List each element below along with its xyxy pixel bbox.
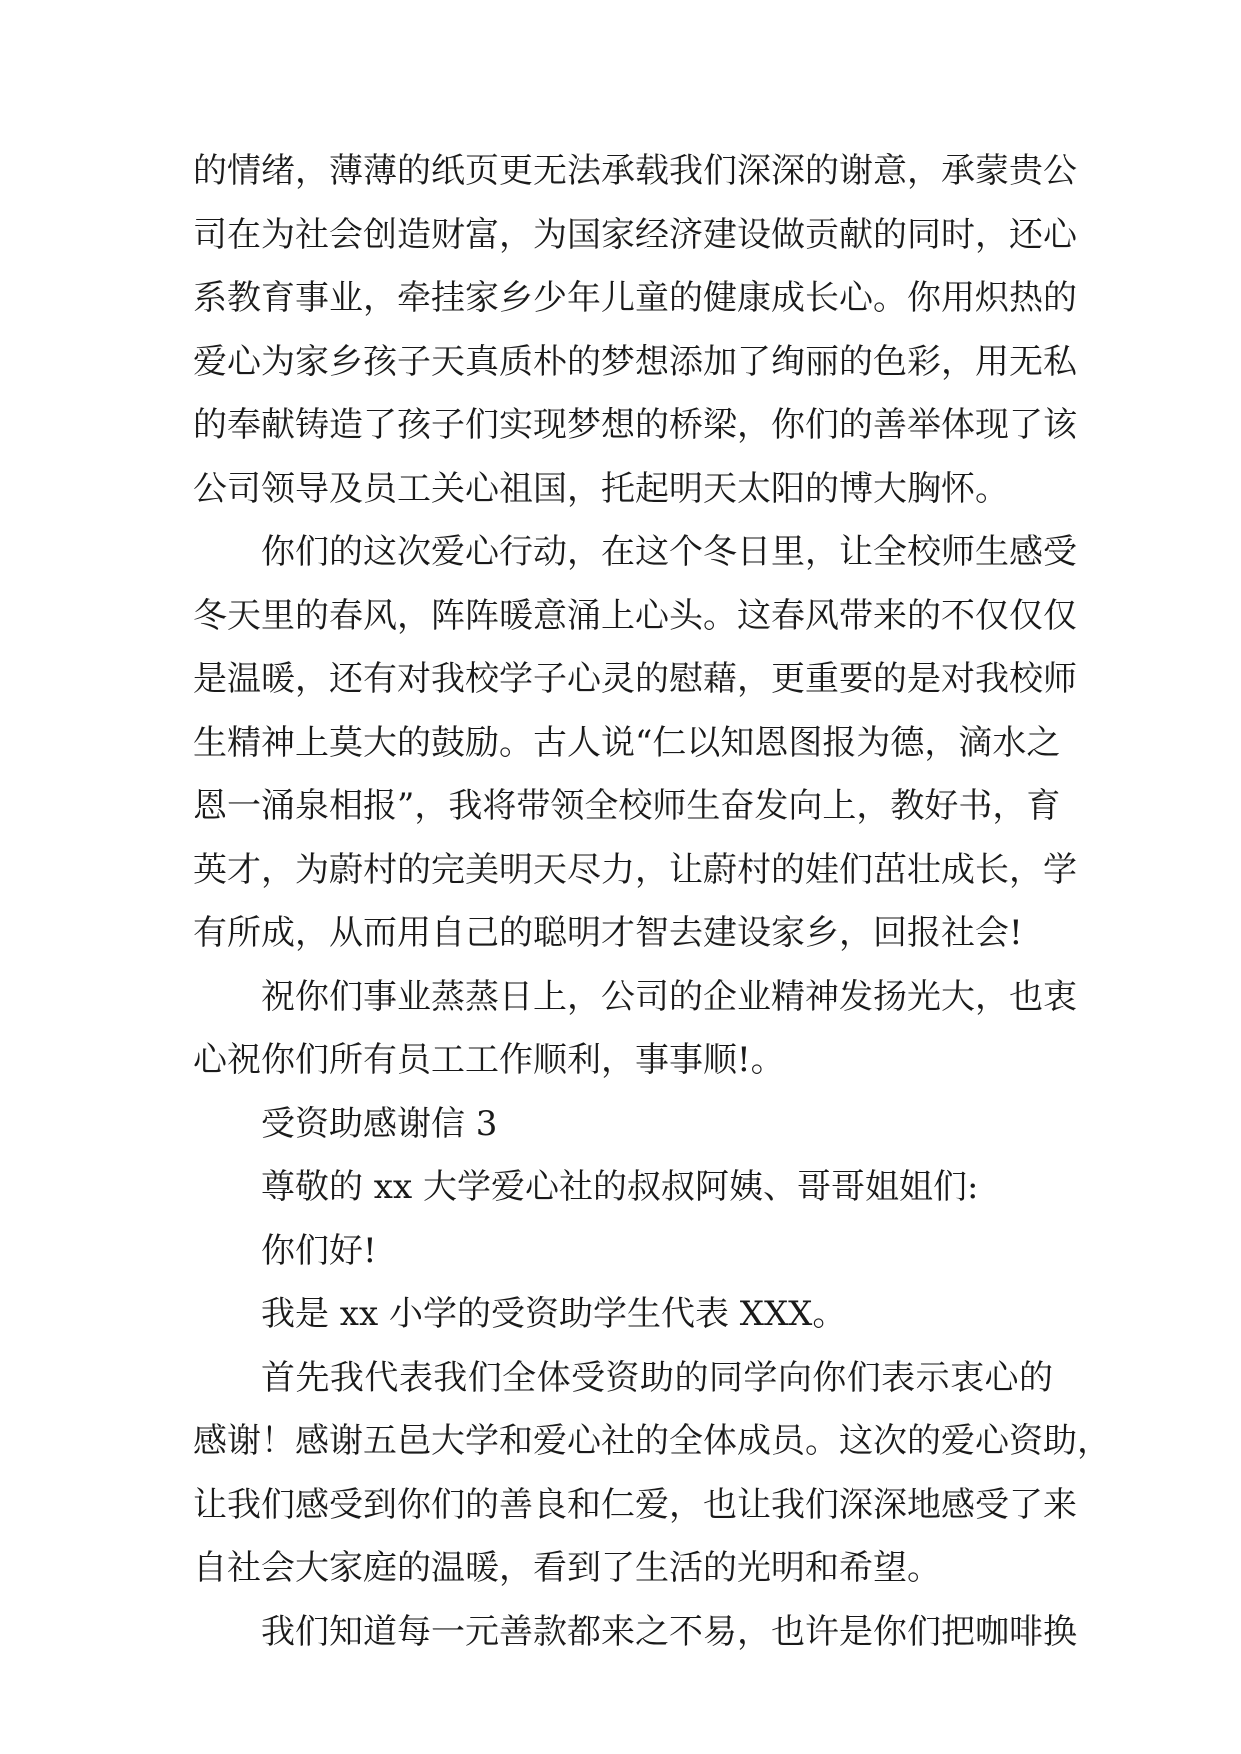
text-line: 让我们感受到你们的善良和仁爱，也让我们深深地感受了来 (193, 1484, 1077, 1525)
text-line: 有所成，从而用自己的聪明才智去建设家乡，回报社会! (193, 913, 1023, 953)
paragraph (193, 521, 1077, 966)
text-line: 感谢！感谢五邑大学和爱心社的全体成员。这次的爱心资助， (193, 1421, 1111, 1461)
paragraph (193, 1220, 1053, 1284)
paragraph (193, 140, 1077, 521)
text-line: 受资助感谢信 3 (261, 1103, 498, 1144)
text-line: 你们好! (261, 1230, 377, 1271)
text-line: 公司领导及员工关心祖国，托起明天太阳的博大胸怀。 (193, 468, 1009, 509)
text-line: 自社会大家庭的温暖，看到了生活的光明和希望。 (193, 1548, 941, 1588)
text-line: 的奉献铸造了孩子们实现梦想的桥梁，你们的善举体现了该 (193, 405, 1077, 445)
text-line: 的情绪，薄薄的纸页更无法承载我们深深的谢意，承蒙贵公 (193, 151, 1077, 191)
paragraph (193, 966, 1077, 1093)
text-line: 冬天里的春风，阵阵暖意涌上心头。这春风带来的不仅仅仅 (193, 595, 1077, 636)
text-line: 祝你们事业蒸蒸日上，公司的企业精神发扬光大，也衷 (261, 976, 1077, 1017)
text-line: 首先我代表我们全体受资助的同学向你们表示衷心的 (261, 1357, 1053, 1398)
text-line: 恩一涌泉相报”，我将带领全校师生奋发向上，教好书，育 (193, 786, 1061, 826)
text-line: 爱心为家乡孩子天真质朴的梦想添加了绚丽的色彩，用无私 (193, 341, 1077, 382)
text-line: 是温暖，还有对我校学子心灵的慰藉，更重要的是对我校师 (193, 659, 1077, 699)
text-line: 英才，为蔚村的完美明天尽力，让蔚村的娃们茁壮成长，学 (193, 849, 1077, 890)
paragraph (193, 1283, 1053, 1347)
paragraph (193, 1347, 1111, 1601)
text-line: 心祝你们所有员工工作顺利，事事顺!。 (193, 1040, 785, 1080)
text-line: 生精神上莫大的鼓励。古人说“仁以知恩图报为德，滴水之 (193, 722, 1061, 763)
text-line: 司在为社会创造财富，为国家经济建设做贡献的同时，还心 (193, 214, 1077, 255)
paragraph (193, 1093, 1053, 1157)
text-line: 你们的这次爱心行动，在这个冬日里，让全校师生感受 (261, 532, 1077, 572)
paragraph (193, 1601, 1077, 1665)
text-line: 我们知道每一元善款都来之不易，也许是你们把咖啡换 (261, 1611, 1077, 1652)
text-line: 系教育事业，牵挂家乡少年儿童的健康成长心。你用炽热的 (193, 278, 1077, 318)
document-body (193, 140, 1111, 1664)
paragraph (193, 1156, 1053, 1220)
text-line: 尊敬的 xx 大学爱心社的叔叔阿姨、哥哥姐姐们: (261, 1167, 979, 1207)
text-line: 我是 xx 小学的受资助学生代表 XXX。 (261, 1294, 847, 1334)
